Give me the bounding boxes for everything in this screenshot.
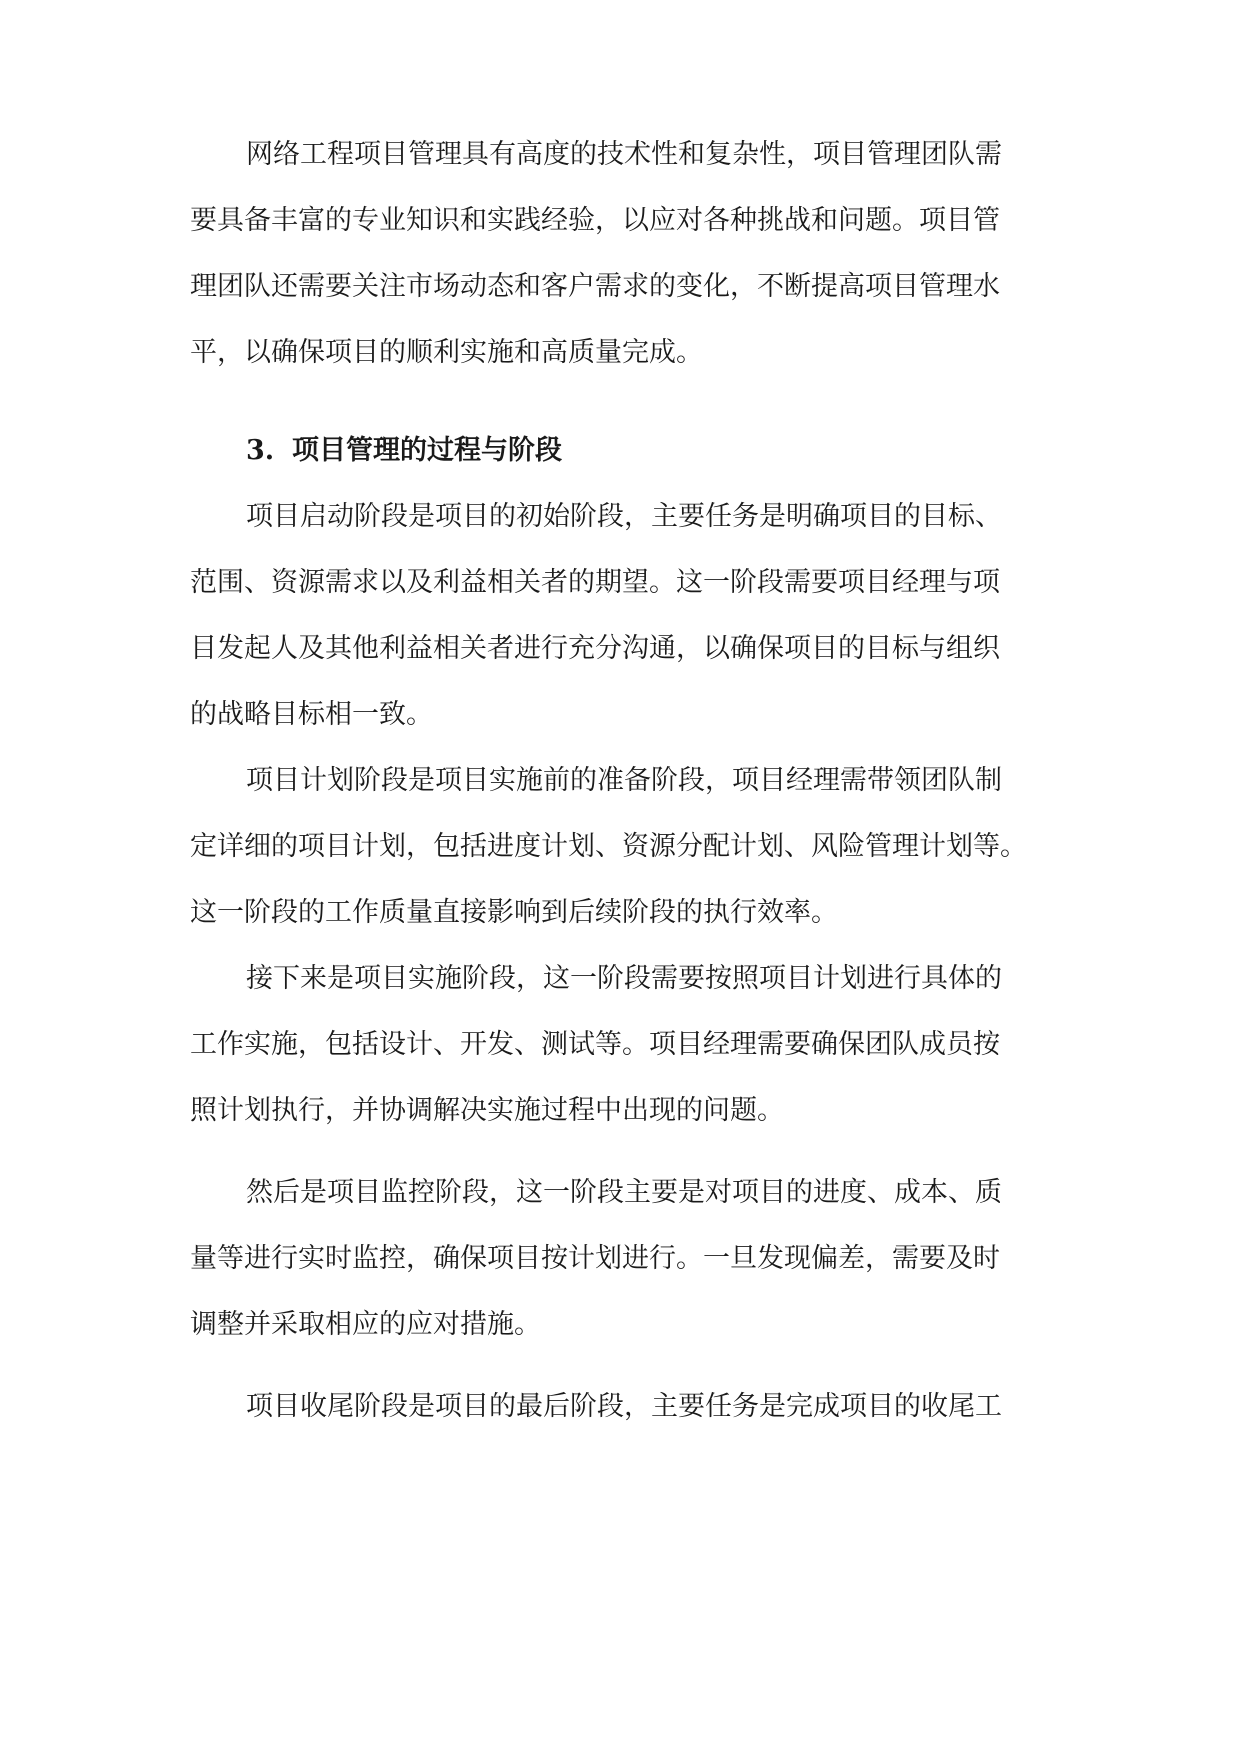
- paragraph-line: 网络工程项目管理具有高度的技术性和复杂性，项目管理团队需: [246, 139, 1002, 170]
- paragraph-line: 这一阶段的工作质量直接影响到后续阶段的执行效率。: [190, 897, 838, 928]
- section-title: 项目管理的过程与阶段: [292, 435, 562, 466]
- paragraph-line: 平，以确保项目的顺利实施和高质量完成。: [190, 337, 703, 368]
- paragraph-line: 目发起人及其他利益相关者进行充分沟通，以确保项目的目标与组织: [190, 633, 1000, 664]
- paragraph-line: 要具备丰富的专业知识和实践经验，以应对各种挑战和问题。项目管: [190, 205, 1000, 236]
- section-heading: [246, 431, 1040, 471]
- paragraph-line: 项目启动阶段是项目的初始阶段，主要任务是明确项目的目标、: [246, 501, 1002, 532]
- paragraph-line: 调整并采取相应的应对措施。: [190, 1309, 541, 1340]
- paragraph-line: 的战略目标相一致。: [190, 699, 433, 730]
- paragraph-line: 项目收尾阶段是项目的最后阶段，主要任务是完成项目的收尾工: [246, 1391, 1002, 1422]
- paragraph-line: 照计划执行，并协调解决实施过程中出现的问题。: [190, 1095, 784, 1126]
- paragraph-line: 定详细的项目计划，包括进度计划、资源分配计划、风险管理计划等。: [190, 831, 1027, 862]
- text-column: [190, 0, 1040, 1754]
- paragraph-line: 理团队还需要关注市场动态和客户需求的变化，不断提高项目管理水: [190, 271, 1000, 302]
- paragraph-line: 接下来是项目实施阶段，这一阶段需要按照项目计划进行具体的: [246, 963, 1002, 994]
- paragraph-line: 工作实施，包括设计、开发、测试等。项目经理需要确保团队成员按: [190, 1029, 1000, 1060]
- paragraph-line: 范围、资源需求以及利益相关者的期望。这一阶段需要项目经理与项: [190, 567, 1000, 598]
- paragraph-line: 项目计划阶段是项目实施前的准备阶段，项目经理需带领团队制: [246, 765, 1002, 796]
- paragraph-line: 然后是项目监控阶段，这一阶段主要是对项目的进度、成本、质: [246, 1177, 1002, 1208]
- section-number: 3.: [246, 435, 275, 466]
- paragraph-line: 量等进行实时监控，确保项目按计划进行。一旦发现偏差，需要及时: [190, 1243, 1000, 1274]
